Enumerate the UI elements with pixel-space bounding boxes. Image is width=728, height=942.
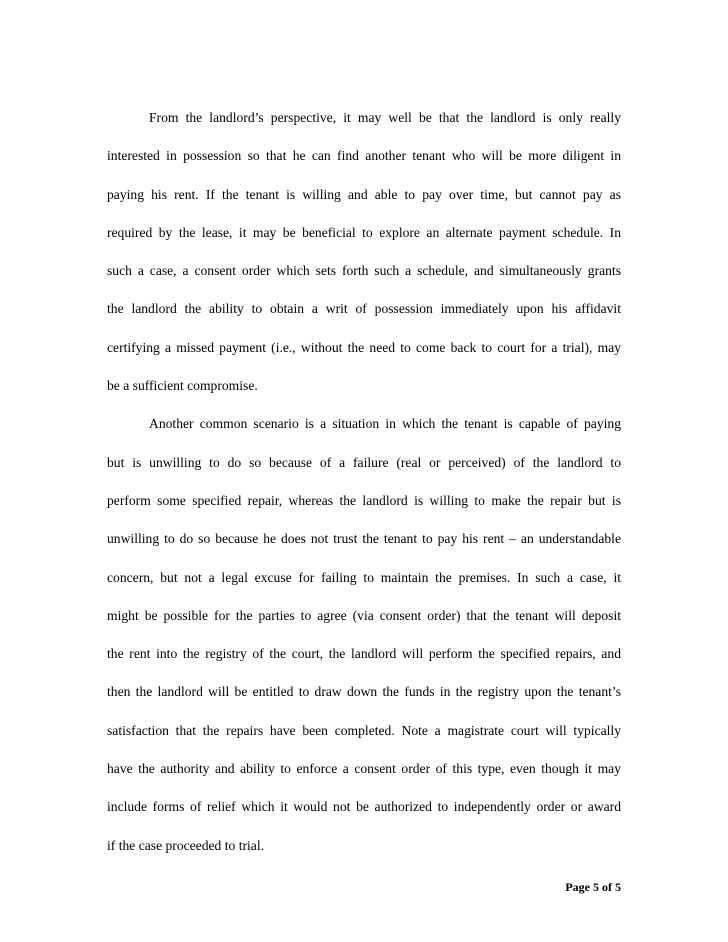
paragraph-2-line-9: satisfaction that the repairs have been completed. Note a magistrate court will typically (107, 722, 621, 738)
paragraph-1-line-7: certifying a missed payment (i.e., without the need to come back to court for a trial), may (107, 339, 621, 355)
paragraph-1-line-1: From the landlord’s perspective, it may well be that the landlord is only really (149, 110, 621, 125)
paragraph-1-line-8: be a sufficient compromise. (107, 378, 258, 394)
paragraph-2-line-8: then the landlord will be entitled to draw down the funds in the registry upon the tenant’s (107, 684, 621, 700)
page-number: Page 5 of 5 (565, 880, 621, 894)
paragraph-1-line-4: required by the lease, it may be beneficial to explore an alternate payment schedule. In (107, 224, 621, 240)
paragraph-2-line-11: include forms of relief which it would not be authorized to independently order or award (107, 799, 621, 815)
paragraph-2-line-6: might be possible for the parties to agree (via consent order) that the tenant will deposit (107, 607, 621, 623)
paragraph-2-line-7: the rent into the registry of the court, the landlord will perform the specified repairs, and (107, 646, 621, 662)
paragraph-1-line-2: interested in possession so that he can find another tenant who will be more diligent in (107, 148, 621, 164)
paragraph-2-line-1: Another common scenario is a situation in which the tenant is capable of paying (149, 416, 621, 432)
paragraph-1-line-5: such a case, a consent order which sets forth such a schedule, and simultaneously grants (107, 263, 621, 279)
paragraph-2-line-10: have the authority and ability to enforce a consent order of this type, even though it may (107, 761, 621, 777)
body-text (107, 104, 621, 870)
paragraph-2-line-2: but is unwilling to do so because of a failure (real or perceived) of the landlord to (107, 454, 621, 470)
paragraph-1-line-3: paying his rent. If the tenant is willing and able to pay over time, but cannot pay as (107, 186, 621, 202)
paragraph-2-line-12: if the case proceeded to trial. (107, 837, 265, 853)
paragraph-2-line-5: concern, but not a legal excuse for failing to maintain the premises. In such a case, it (107, 569, 621, 585)
paragraph-2-line-4: unwilling to do so because he does not trust the tenant to pay his rent – an understandable (107, 531, 621, 547)
paragraph-2-line-3: perform some specified repair, whereas the landlord is willing to make the repair but is (107, 492, 621, 508)
paragraph-1-line-6: the landlord the ability to obtain a writ of possession immediately upon his affidavit (107, 301, 621, 317)
